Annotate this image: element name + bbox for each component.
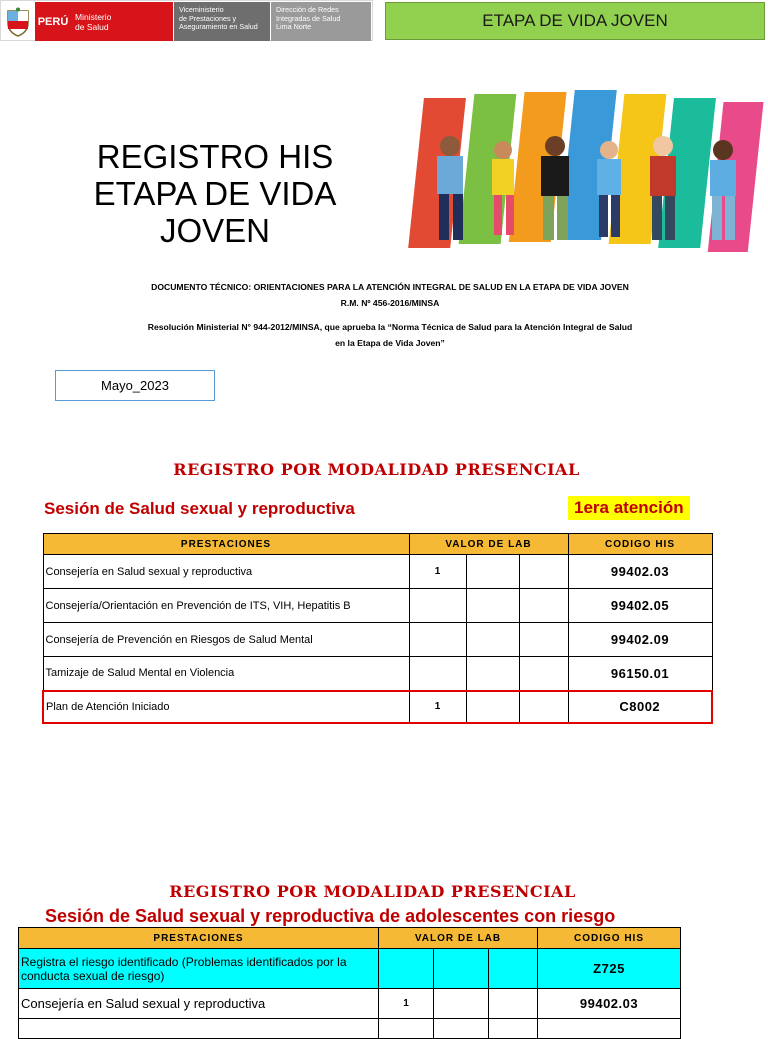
table-row: Tamizaje de Salud Mental en Violencia 96150.01 [43,657,712,691]
section1-heading: REGISTRO POR MODALIDAD PRESENCIAL [173,460,580,479]
etapa-banner: ETAPA DE VIDA JOVEN [385,2,765,40]
first-attention-badge: 1era atención [568,496,690,520]
section1-session-title: Sesión de Salud sexual y reproductiva [44,499,355,518]
ministerio-label: Ministerio de Salud [71,2,173,41]
table-row-cyan: Registra el riesgo identificado (Problemas identificados por la conducta sexual de riesgo) Z725 [19,949,681,989]
col-valor-lab: VALOR DE LAB [409,534,568,555]
rm-reference: R.M. Nº 456-2016/MINSA [340,298,440,308]
col-codigo-his: CODIGO HIS [568,534,712,555]
section2-table [18,927,681,1039]
resolution-line-2: en la Etapa de Vida Joven” [335,338,445,348]
section2-session-title: Sesión de Salud sexual y reproductiva de adolescentes con riesgo [45,906,616,926]
institution-logo-strip [0,0,373,41]
young-people-illustration [395,88,767,260]
peru-shield-icon [1,1,35,42]
table-row-highlighted: Plan de Atención Iniciado 1 C8002 [43,691,712,723]
direccion-label: Dirección de Redes Integradas de Salud Lima Norte [271,2,371,41]
section1-table [42,533,713,724]
resolution-line: Resolución Ministerial N° 944-2012/MINSA, que aprueba la “Norma Técnica de Salud para la Atención Integral de Salud [147,322,633,332]
section2-heading: REGISTRO POR MODALIDAD PRESENCIAL [169,882,576,901]
table-row [19,1019,681,1039]
table-row: Consejería/Orientación en Prevención de ITS, VIH, Hepatitis B 99402.05 [43,589,712,623]
page-title: REGISTRO HIS ETAPA DE VIDA JOVEN [93,138,337,249]
col-prestaciones: PRESTACIONES [43,534,409,555]
table-row: Consejería de Prevención en Riesgos de Salud Mental 99402.09 [43,623,712,657]
document-reference: DOCUMENTO TÉCNICO: ORIENTACIONES PARA LA ATENCIÓN INTEGRAL DE SALUD EN LA ETAPA DE VIDA JOVEN [151,282,629,292]
table-row: Consejería en Salud sexual y reproductiva 1 99402.03 [19,989,681,1019]
table-header [43,534,712,555]
viceministerio-label: Viceministerio de Prestaciones y Aseguramiento en Salud [174,2,270,41]
col-prestaciones: PRESTACIONES [19,928,379,949]
table-row: Consejería en Salud sexual y reproductiva 1 99402.03 [43,555,712,589]
date-box: Mayo_2023 [55,370,215,401]
col-valor-lab: VALOR DE LAB [379,928,538,949]
peru-label: PERÚ [35,2,71,41]
col-codigo-his: CODIGO HIS [538,928,681,949]
table-header [19,928,681,949]
